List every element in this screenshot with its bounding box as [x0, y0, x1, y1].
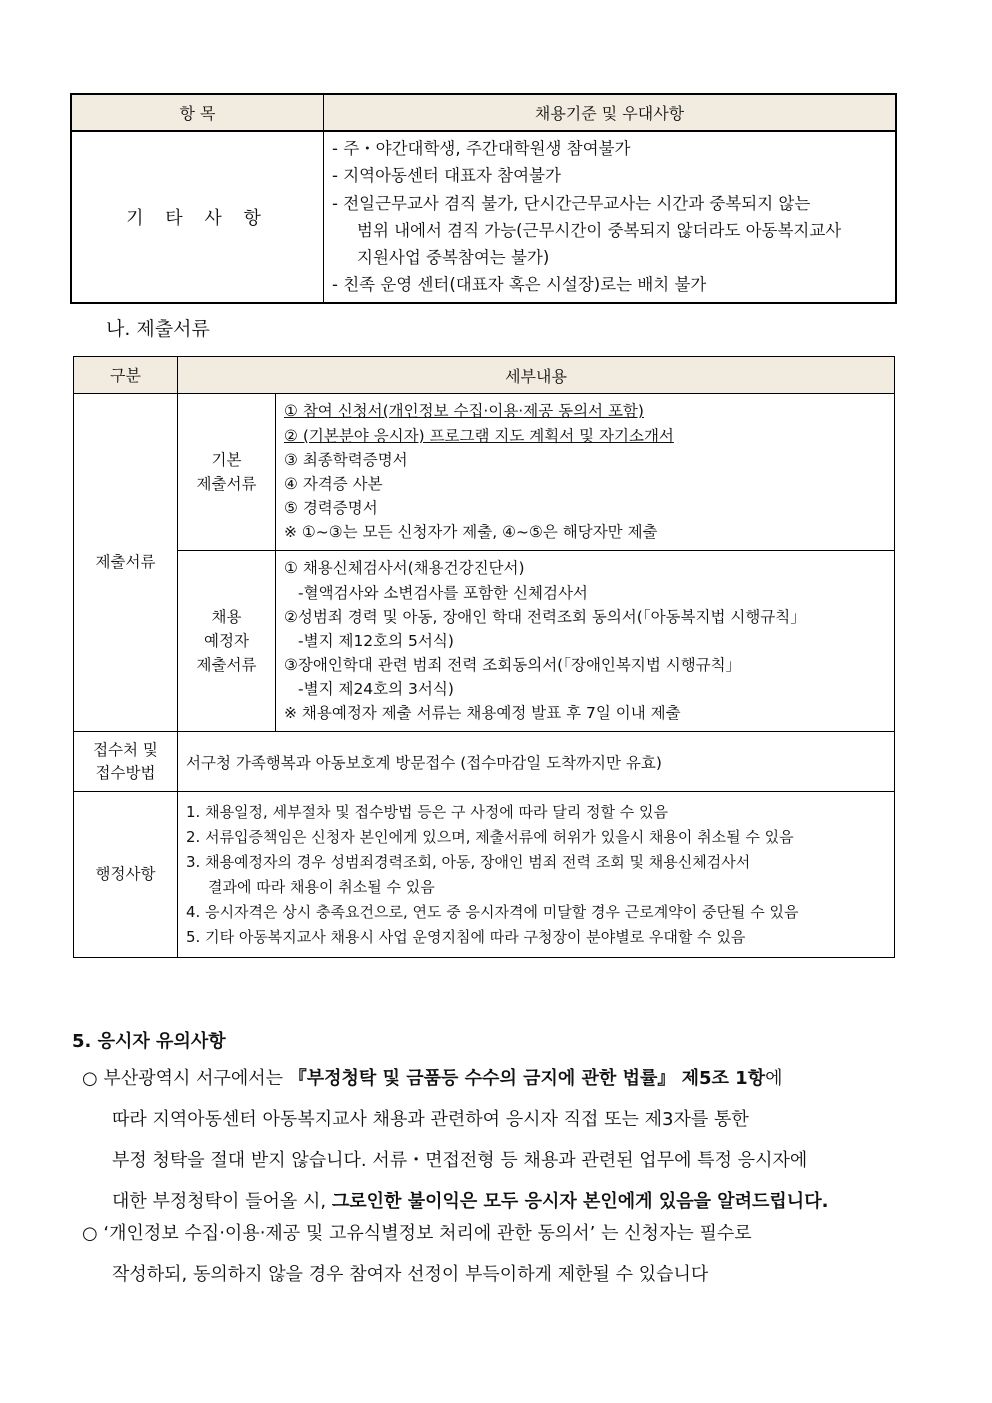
header-item: 항 목	[71, 94, 324, 131]
law-name: 『부정청탁 및 금품등 수수의 금지에 관한 법률』 제5조 1항	[288, 1068, 766, 1089]
doc-line: ※ ①~③는 모든 신청자가 제출, ④~⑤은 해당자만 제출	[284, 523, 658, 542]
detail-line: - 주・야간대학생, 주간대학원생 참여불가	[332, 139, 631, 158]
section-heading-documents: 나. 제출서류	[106, 318, 210, 340]
detail-line: - 친족 운영 센터(대표자 혹은 시설장)로는 배치 불가	[332, 275, 707, 295]
doc-line: -별지 제24호의 3서식)	[298, 680, 454, 699]
sublabel-line: 채용	[211, 608, 242, 626]
admin-line: 2. 서류입증책임은 신청자 본인에게 있으며, 제출서류에 허위가 있을시 채용이 취소될 수 있음	[186, 827, 794, 846]
sublabel-line: 기본	[211, 451, 242, 469]
basic-documents	[276, 394, 895, 551]
admin-line: 3. 채용예정자의 경우 성범죄경력조회, 아동, 장애인 범죄 전력 조회 및 채용신체검사서	[186, 852, 751, 871]
planned-documents	[276, 551, 895, 732]
section-heading-notes: 5. 응시자 유의사항	[72, 1031, 226, 1052]
notice-paragraph-2	[82, 1213, 912, 1295]
text: 에	[765, 1068, 783, 1089]
doc-line: ④ 자격증 사본	[284, 475, 383, 493]
text: 대한 부정청탁이 들어올 시,	[112, 1191, 332, 1212]
detail-line: 범위 내에서 겸직 가능(근무시간이 중복되지 않더라도 아동복지교사	[357, 220, 842, 240]
admin-line: 4. 응시자격은 상시 충족요건으로, 연도 중 응시자격에 미달할 경우 근로계약이 중단될 수 있음	[186, 902, 799, 921]
admin-line: 1. 채용일정, 세부절차 및 접수방법 등은 구 사정에 따라 달리 정할 수 있음	[186, 802, 669, 821]
header-details: 세부내용	[178, 357, 895, 394]
doc-line: -혈액검사와 소변검사를 포함한 신체검사서	[298, 583, 588, 602]
doc-line	[284, 399, 886, 423]
sublabel-planned	[178, 551, 276, 732]
row-label-other: 기 타 사 항	[71, 131, 324, 303]
doc-line: ②성범죄 경력 및 아동, 장애인 학대 전력조회 동의서(「아동복지법 시행규칙」	[284, 607, 806, 626]
header-category: 구분	[74, 357, 178, 394]
doc-line: ⑤ 경력증명서	[284, 499, 378, 518]
detail-line: 지원사업 중복참여는 불가)	[357, 248, 550, 268]
header-criteria: 채용기준 및 우대사항	[324, 94, 897, 131]
paragraph-line: ○ ‘개인정보 수집‧이용‧제공 및 고유식별정보 처리에 관한 동의서’ 는 신청자는 필수로	[82, 1223, 752, 1244]
documents-table	[73, 356, 895, 958]
admin-line: 5. 기타 아동복지교사 채용시 사업 운영지침에 따라 구청장이 분야별로 우대할 수 있음	[186, 927, 746, 946]
paragraph-line: 따라 지역아동센터 아동복지교사 채용과 관련하여 응시자 직접 또는 제3자를 통한	[112, 1109, 749, 1130]
doc-line: ※ 채용예정자 제출 서류는 채용예정 발표 후 7일 이내 제출	[284, 704, 681, 723]
doc-text: ① 참여 신청서(개인정보 수집‧이용‧제공 동의서 포함)	[284, 402, 644, 421]
row-label-reception	[74, 732, 178, 792]
sublabel-line: 제출서류	[196, 656, 257, 674]
row-label-admin: 행정사항	[74, 792, 178, 958]
criteria-table	[70, 93, 897, 304]
paragraph-line: 작성하되, 동의하지 않을 경우 참여자 선정이 부득이하게 제한될 수 있습니다	[112, 1264, 709, 1285]
doc-line	[284, 424, 886, 448]
notice-paragraph-1	[82, 1058, 912, 1222]
doc-line: ③ 최종학력증명서	[284, 450, 408, 469]
doc-line: -별지 제12호의 5서식)	[298, 631, 454, 650]
admin-details	[178, 792, 895, 958]
row-label-submit: 제출서류	[74, 394, 178, 732]
paragraph-line: 부정 청탁을 절대 받지 않습니다. 서류・면접전형 등 채용과 관련된 업무에 특정 응시자에	[112, 1150, 808, 1171]
doc-line: ① 채용신체검사서(채용건강진단서)	[284, 559, 525, 578]
label-line: 접수처 및	[93, 740, 158, 759]
doc-text: ② (기본분야 응시자) 프로그램 지도 계획서 및 자기소개서	[284, 426, 674, 445]
admin-line: 결과에 따라 채용이 취소될 수 있음	[208, 877, 435, 896]
detail-line: - 지역아동센터 대표자 참여불가	[332, 166, 561, 186]
text: ○ 부산광역시 서구에서는	[82, 1068, 289, 1089]
detail-line: - 전일근무교사 겸직 불가, 단시간근무교사는 시간과 중복되지 않는	[332, 193, 811, 213]
reception-details: 서구청 가족행복과 아동보호계 방문접수 (접수마감일 도착까지만 유효)	[178, 732, 895, 792]
sublabel-line: 예정자	[204, 632, 249, 650]
doc-line: ③장애인학대 관련 범죄 전력 조회동의서(「장애인복지법 시행규칙」	[284, 656, 742, 675]
sublabel-line: 제출서류	[196, 475, 257, 493]
sublabel-basic	[178, 394, 276, 551]
other-details	[324, 131, 897, 303]
emphasis-text: 그로인한 불이익은 모두 응시자 본인에게 있음을 알려드립니다.	[331, 1191, 829, 1212]
paragraph-line	[82, 1058, 912, 1099]
label-line: 접수방법	[95, 763, 156, 782]
